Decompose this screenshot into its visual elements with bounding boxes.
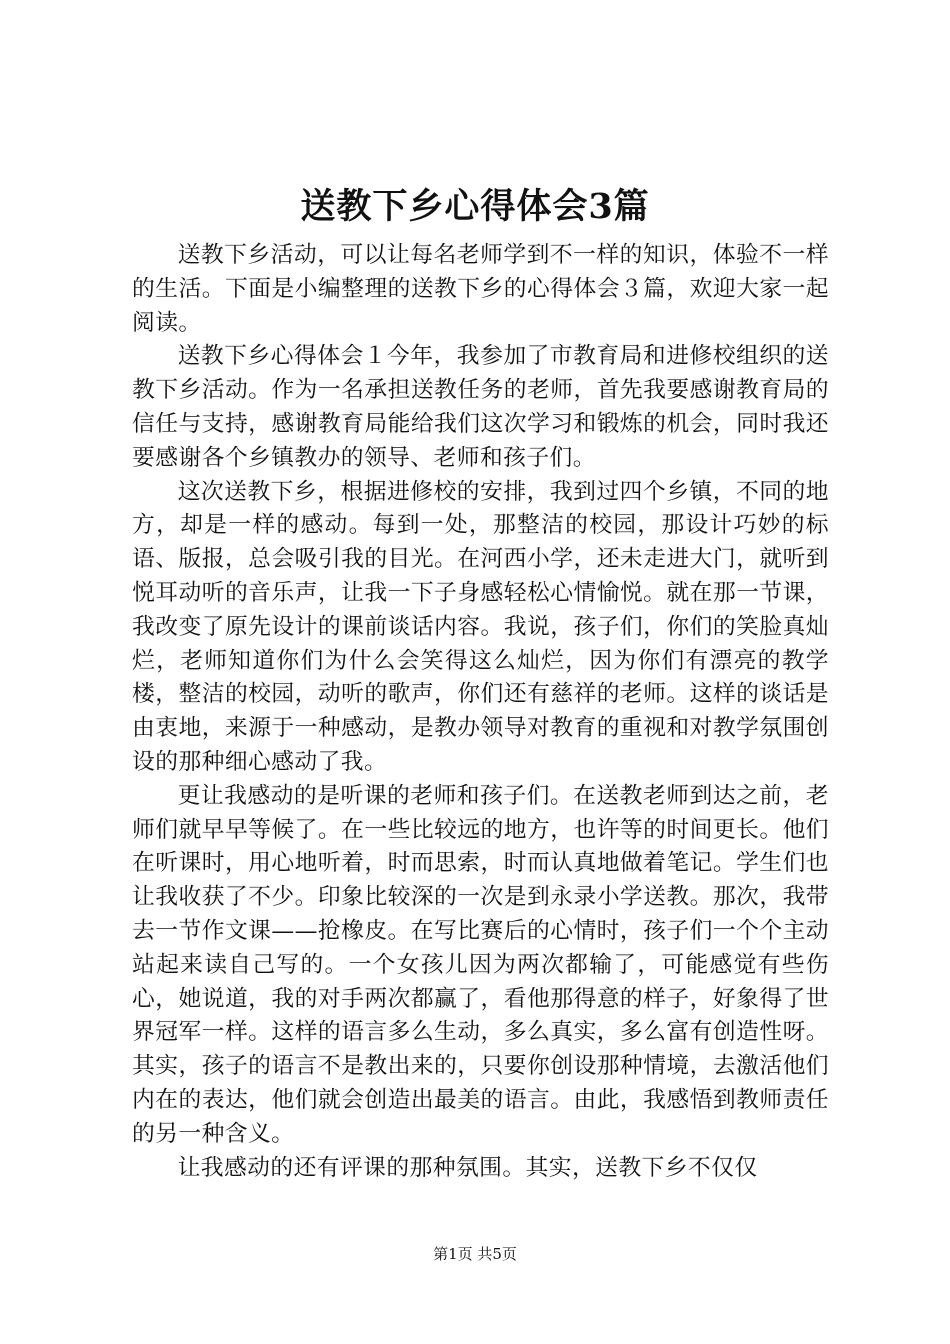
page-footer: 第1页 共5页 (433, 1245, 517, 1263)
paragraph-1: 送教下乡心得体会１今年，我参加了市教育局和进修校组织的送教下乡活动。作为一名承担送教任务的老师，首先我要感谢教育局的信任与支持，感谢教育局能给我们这次学习和锻炼的机会，同时我还要感谢各个乡镇教办的领导、老师和孩子们。 (132, 343, 829, 471)
paragraph-intro: 送教下乡活动，可以让每名老师学到不一样的知识，体验不一样的生活。下面是小编整理的送教下乡的心得体会３篇，欢迎大家一起阅读。 (132, 242, 829, 336)
paragraph-2: 这次送教下乡，根据进修校的安排，我到过四个乡镇，不同的地方，却是一样的感动。每到一处，那整洁的校园，那设计巧妙的标语、版报，总会吸引我的目光。在河西小学，还未走进大门，就听到悦耳动听的音乐声，让我一下子身感轻松心情愉悦。就在那一节课，我改变了原先设计的课前谈话内容。我说，孩子们，你们的笑脸真灿烂，老师知道你们为什么会笑得这么灿烂，因为你们有漂亮的教学楼，整洁的校园，动听的歌声，你们还有慈祥的老师。这样的谈话是由衷地，来源于一种感动，是教办领导对教育的重视和对教学氛围创设的那种细心感动了我。 (132, 478, 829, 775)
paragraph-4: 让我感动的还有评课的那种氛围。其实，送教下乡不仅仅 (177, 1154, 758, 1181)
document-title: 送教下乡心得体会3篇 (300, 186, 650, 227)
document-body (132, 239, 829, 1185)
paragraph-3: 更让我感动的是听课的老师和孩子们。在送教老师到达之前，老师们就早早等候了。在一些比较远的地方，也许等的时间更长。他们在听课时，用心地听着，时而思索，时而认真地做着笔记。学生们也让我收获了不少。印象比较深的一次是到永录小学送教。那次，我带去一节作文课——抢橡皮。在写比赛后的心情时，孩子们一个个主动站起来读自己写的。一个女孩儿因为两次都输了，可能感觉有些伤心，她说道，我的对手两次都赢了，看他那得意的样子，好象得了世界冠军一样。这样的语言多么生动，多么真实，多么富有创造性呀。其实，孩子的语言不是教出来的，只要你创设那种情境，去激活他们内在的表达，他们就会创造出最美的语言。由此，我感悟到教师责任的另一种含义。 (132, 782, 829, 1147)
